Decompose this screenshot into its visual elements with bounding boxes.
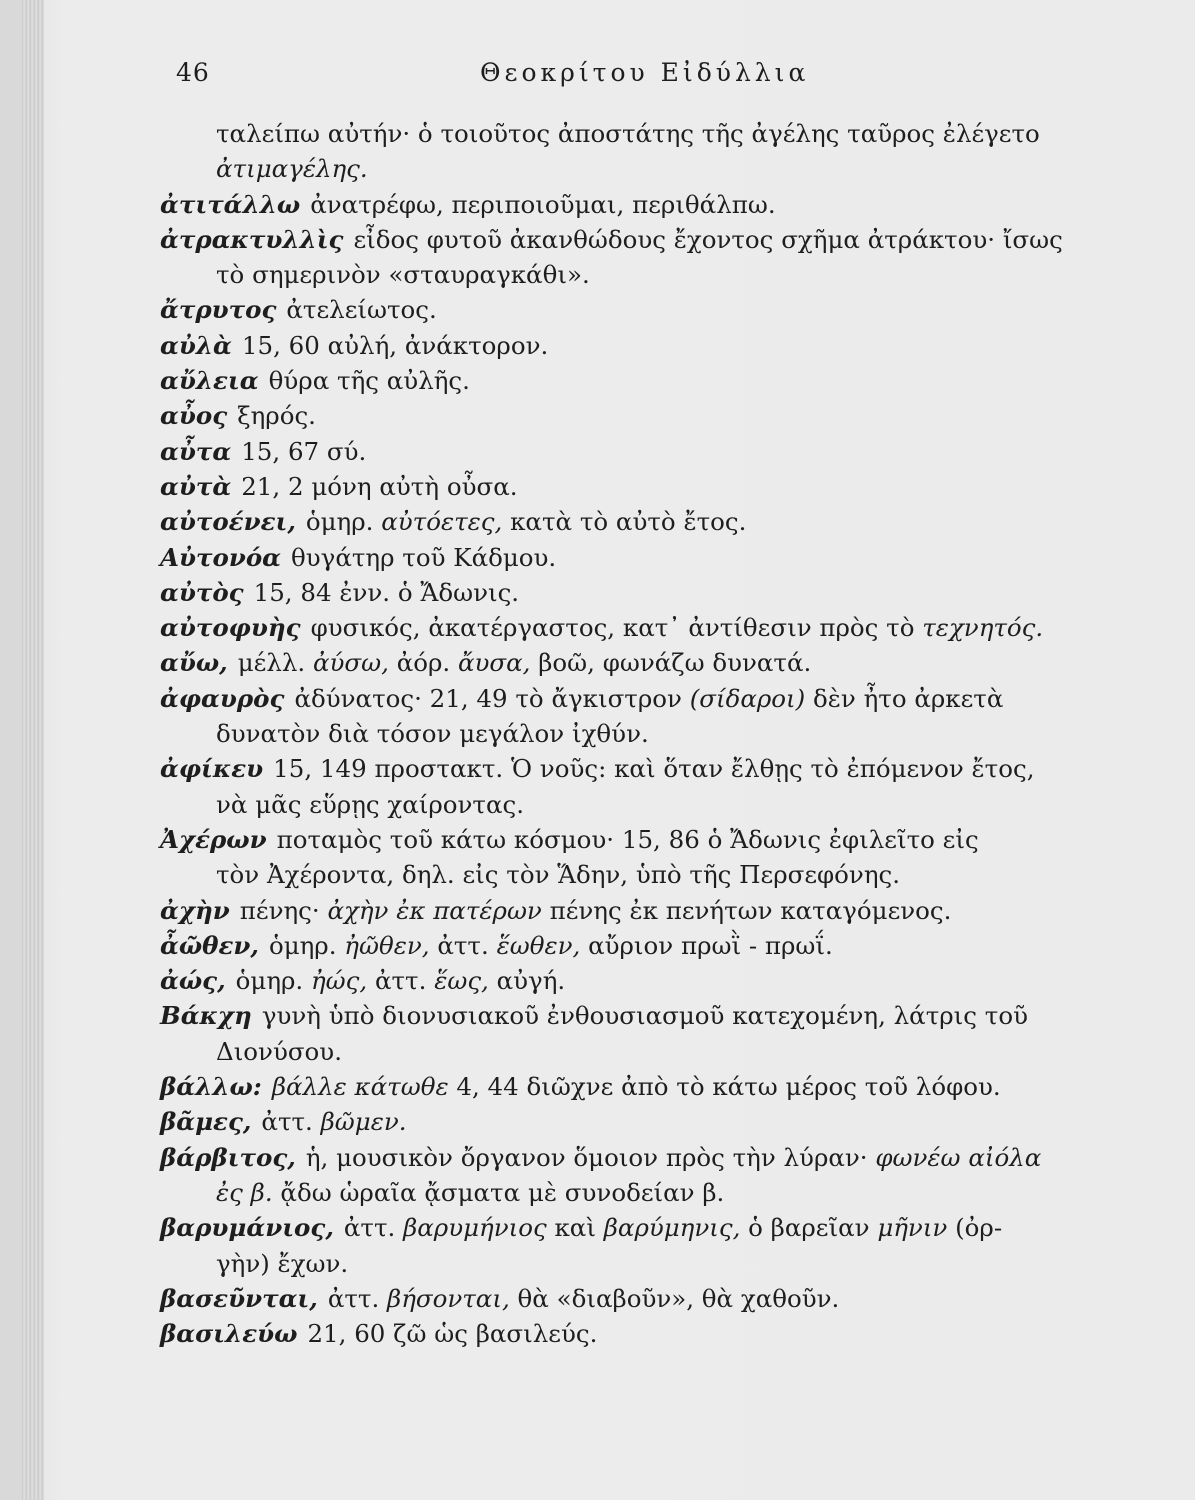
- definition-text: αὔριον πρωῒ - πρωΐ.: [580, 930, 833, 960]
- definition-text: γὴν) ἔχων.: [216, 1248, 349, 1278]
- glossary-entry: [160, 645, 1180, 680]
- italic-text: βάλλε κάτωθε: [271, 1072, 449, 1102]
- italic-text: βῶμεν.: [320, 1107, 407, 1137]
- entry-continuation-line: [160, 257, 1180, 292]
- glossary-entry: [160, 398, 1180, 433]
- italic-text: τεχνητός.: [922, 613, 1044, 643]
- definition-text: ταλείπω αὐτήν· ὁ τοιοῦτος ἀποστάτης τῆς ἀγέλης ταῦρος ἐλέγετο: [216, 119, 1040, 148]
- definition-text: ἀδύνατος· 21, 49 τὸ ἄγκιστρον: [294, 683, 690, 713]
- entry-headword: ἀφαυρὸς: [160, 683, 285, 713]
- definition-text: θυγάτηρ τοῦ Κάδμου.: [291, 542, 557, 572]
- glossary-entry: [160, 1281, 1180, 1316]
- running-header: [170, 58, 1070, 98]
- definition-text: φυσικός, ἀκατέργαστος, κατ᾽ ἀντίθεσιν πρὸς τὸ: [310, 613, 923, 643]
- glossary-entry: [160, 292, 1180, 327]
- definition-text: 15, 84 ἐνν. ὁ Ἄδωνις.: [253, 577, 520, 607]
- italic-text: μῆνιν: [877, 1213, 948, 1243]
- glossary-entry: [160, 187, 1180, 222]
- italic-text: ἐς β.: [216, 1177, 273, 1207]
- definition-text: νὰ μᾶς εὕρῃς χαίροντας.: [216, 789, 525, 819]
- entry-headword: ἄτρυτος: [160, 295, 277, 325]
- definition-text: κατὰ τὸ αὐτὸ ἔτος.: [502, 507, 747, 537]
- italic-text: ἄυσα,: [457, 648, 531, 678]
- definition-text: ᾄδω ὡραῖα ᾄσματα μὲ συνοδείαν β.: [272, 1177, 725, 1207]
- italic-text: βαρύμηνις,: [603, 1213, 741, 1243]
- entry-headword: Βάκχη: [160, 1001, 252, 1031]
- glossary-entry: [160, 434, 1180, 469]
- italic-text: βαρυμήνιος: [403, 1213, 547, 1243]
- italic-text: ἀύσω,: [312, 648, 389, 678]
- definition-text: ἀττ.: [429, 930, 497, 960]
- italic-text: αὐτόετες,: [381, 507, 503, 537]
- definition-text: ξηρός.: [237, 401, 316, 431]
- glossary-entry: [160, 751, 1180, 786]
- italic-text: ἕως,: [434, 966, 489, 996]
- glossary-entry: [160, 540, 1180, 575]
- entry-headword: αὐτοφυὴς: [160, 613, 301, 643]
- glossary-entry: [160, 1104, 1180, 1139]
- definition-text: μέλλ.: [237, 648, 313, 678]
- definition-text: ἀττ.: [343, 1213, 404, 1243]
- page-edge: [22, 0, 44, 1500]
- entry-continuation-line: [160, 1175, 1180, 1210]
- definition-text: δυνατὸν διὰ τόσον μεγάλον ἰχθύν.: [216, 719, 649, 749]
- entry-headword: Ἀχέρων: [160, 824, 267, 854]
- definition-text: θὰ «διαβοῦν», θὰ χαθοῦν.: [509, 1283, 840, 1313]
- glossary-entry: [160, 1210, 1180, 1245]
- definition-text: ἡ, μουσικὸν ὄργανον ὅμοιον πρὸς τὴν λύραν·: [305, 1142, 876, 1172]
- italic-text: (σίδαροι): [689, 683, 806, 713]
- entry-continuation-line: [160, 787, 1180, 822]
- definition-text: ποταμὸς τοῦ κάτω κόσμου· 15, 86 ὁ Ἄδωνις ἐφιλεῖτο εἰς: [276, 824, 979, 854]
- italic-text: ἠῶθεν,: [344, 930, 430, 960]
- definition-text: 15, 60 αὐλή, ἀνάκτορον.: [241, 330, 549, 360]
- glossary-entry: [160, 1140, 1180, 1175]
- definition-text: πένης·: [239, 895, 328, 925]
- entry-headword: αὐτὰ: [160, 471, 232, 501]
- definition-text: εἶδος φυτοῦ ἀκανθώδους ἔχοντος σχῆμα ἀτράκτου· ἴσως: [353, 224, 1063, 254]
- glossary-entry: [160, 469, 1180, 504]
- page-number: 46: [176, 58, 210, 87]
- entry-continuation-line: [160, 857, 1180, 892]
- definition-text: ὁμηρ.: [235, 966, 311, 996]
- glossary-entry: [160, 1316, 1180, 1351]
- glossary-entry: [160, 963, 1180, 998]
- entry-headword: ἀφίκευ: [160, 754, 264, 784]
- definition-text: βοῶ, φωνάζω δυνατά.: [530, 648, 812, 678]
- glossary-entry: [160, 998, 1180, 1033]
- definition-text: ὁ βαρεῖαν: [740, 1213, 878, 1243]
- glossary-entry: [160, 222, 1180, 257]
- definition-text: 4, 44 διῶχνε ἀπὸ τὸ κάτω μέρος τοῦ λόφου.: [448, 1072, 1001, 1102]
- entry-headword: αὔω,: [160, 648, 228, 678]
- definition-text: πένης ἐκ πενήτων καταγόμενος.: [541, 895, 952, 925]
- glossary-entry: [160, 893, 1180, 928]
- italic-text: ἀτιμαγέλης.: [216, 154, 368, 184]
- entry-headword: ἆῶθεν,: [160, 930, 259, 960]
- italic-text: φωνέω αἰόλα: [875, 1142, 1042, 1172]
- definition-text: ἀνατρέφω, περιποιοῦμαι, περιθάλπω.: [310, 189, 776, 219]
- entry-headword: Αὐτονόα: [160, 542, 282, 572]
- entry-headword: βασιλεύω: [160, 1319, 298, 1349]
- glossary-entry: [160, 575, 1180, 610]
- definition-text: ἀττ.: [327, 1283, 388, 1313]
- definition-text: ἀόρ.: [388, 648, 458, 678]
- entry-headword: βάλλω:: [160, 1072, 262, 1102]
- definition-text: τὸ σημερινὸν «σταυραγκάθι».: [216, 260, 590, 290]
- entry-continuation-line: [160, 116, 1180, 151]
- definition-text: αὐγή.: [488, 966, 566, 996]
- entry-headword: ἀώς,: [160, 966, 226, 996]
- entry-headword: βάρβιτος,: [160, 1142, 296, 1172]
- glossary-entry: [160, 328, 1180, 363]
- entry-headword: βασεῦνται,: [160, 1283, 318, 1313]
- definition-text: δὲν ἦτο ἀρκετὰ: [805, 683, 1004, 713]
- entry-continuation-line: [160, 1034, 1180, 1069]
- italic-text: βήσονται,: [387, 1283, 510, 1313]
- glossary-entry: [160, 928, 1180, 963]
- entry-headword: αὐτὸς: [160, 577, 244, 607]
- italic-text: ἠώς,: [310, 966, 368, 996]
- entry-headword: αὔλεια: [160, 366, 259, 396]
- definition-text: ἀτελείωτος.: [286, 295, 437, 325]
- definition-text: ἀττ.: [261, 1107, 321, 1137]
- definition-text: ἀττ.: [367, 966, 435, 996]
- definition-text: 15, 67 σύ.: [241, 436, 367, 466]
- entry-headword: αὐτοένει,: [160, 507, 296, 537]
- entry-headword: βᾶμες,: [160, 1107, 252, 1137]
- definition-text: 15, 149 προστακτ. Ὁ νοῦς: καὶ ὅταν ἔλθῃς τὸ ἐπόμενον ἔτος,: [273, 754, 1035, 784]
- definition-text: θύρα τῆς αὐλῆς.: [268, 366, 470, 396]
- entry-continuation-line: [160, 1246, 1180, 1281]
- glossary-entry: [160, 1069, 1180, 1104]
- definition-text: γυνὴ ὑπὸ διονυσιακοῦ ἐνθουσιασμοῦ κατεχομένη, λάτρις τοῦ: [261, 1001, 1028, 1031]
- glossary-entry: [160, 504, 1180, 539]
- definition-text: ὁμηρ.: [305, 507, 382, 537]
- entry-continuation-line: [160, 151, 1180, 186]
- definition-text: τὸν Ἀχέροντα, δηλ. εἰς τὸν Ἅδην, ὑπὸ τῆς Περσεφόνης.: [216, 860, 901, 890]
- entry-headword: ἀτιτάλλω: [160, 189, 301, 219]
- entry-headword: αὖος: [160, 401, 228, 431]
- definition-text: καὶ: [546, 1213, 604, 1243]
- entry-headword: ἀχὴν: [160, 895, 230, 925]
- definition-text: Διονύσου.: [216, 1036, 342, 1066]
- entry-headword: αὖτα: [160, 436, 232, 466]
- glossary-entry: [160, 681, 1180, 716]
- italic-text: ἕωθεν,: [496, 930, 581, 960]
- entry-continuation-line: [160, 716, 1180, 751]
- italic-text: ἀχὴν ἐκ πατέρων: [327, 895, 542, 925]
- definition-text: ὁμηρ.: [268, 930, 345, 960]
- glossary-entry: [160, 610, 1180, 645]
- glossary-entry: [160, 363, 1180, 398]
- definition-text: 21, 2 μόνη αὐτὴ οὖσα.: [241, 471, 518, 501]
- running-title: Θεοκρίτου Εἰδύλλια: [480, 58, 810, 87]
- entry-headword: βαρυμάνιος,: [160, 1213, 334, 1243]
- definition-text: 21, 60 ζῶ ὡς βασιλεύς.: [307, 1319, 598, 1349]
- glossary-entries: [160, 116, 1180, 1351]
- glossary-entry: [160, 822, 1180, 857]
- entry-headword: ἀτρακτυλλὶς: [160, 224, 344, 254]
- definition-text: (ὀρ-: [947, 1213, 1003, 1243]
- entry-headword: αὐλὰ: [160, 330, 232, 360]
